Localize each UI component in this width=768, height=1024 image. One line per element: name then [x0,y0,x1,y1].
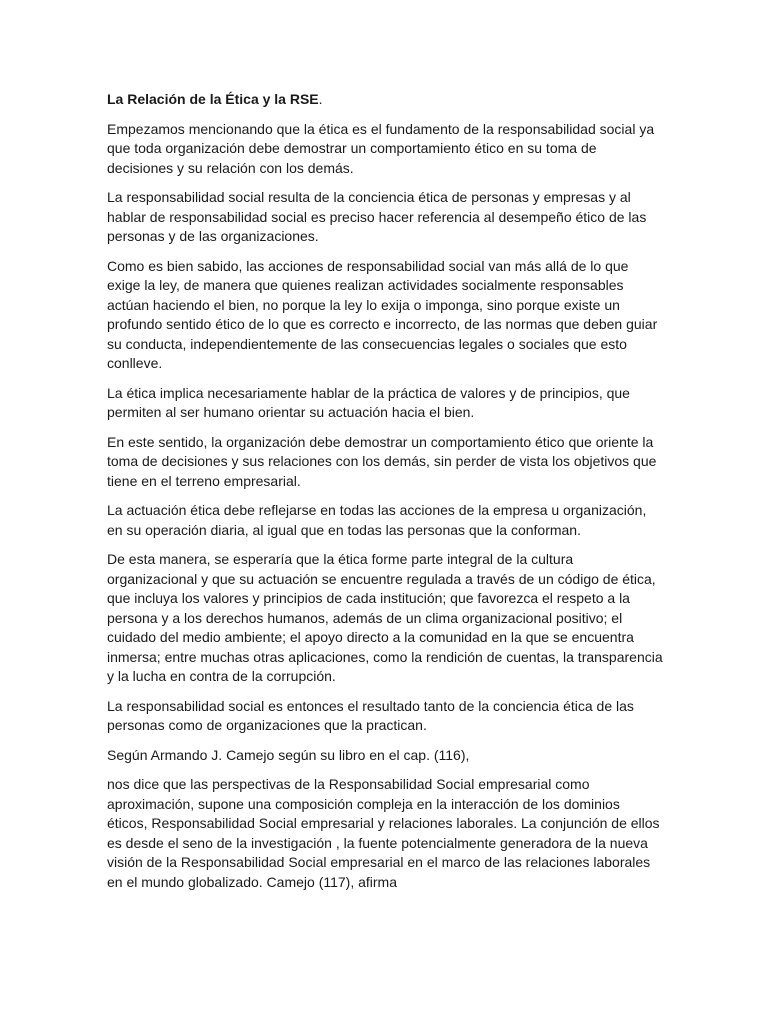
paragraph-1: Empezamos mencionando que la ética es el fundamento de la responsabilidad social ya que toda organización debe demostrar un comportamiento ético en su toma de decisiones y su relación con los demás. [107,120,655,176]
paragraph-5: En este sentido, la organización debe demostrar un comportamiento ético que oriente la toma de decisiones y sus relaciones con los demás, sin perder de vista los objetivos que tiene en el terreno empresarial. [107,433,657,489]
paragraph-6: La actuación ética debe reflejarse en todas las acciones de la empresa u organización, en su operación diaria, al igual que en todas las personas que la conforman. [107,502,647,538]
paragraph-10: nos dice que las perspectivas de la Responsabilidad Social empresarial como aproximación, supone una composición compleja en la interacción de los dominios éticos, Responsabilidad Social empresarial y relaciones laborales. La conjunción de ellos es desde el seno de la investigación , la fuente potencialmente generadora de la nueva visión de la Responsabilidad Social empresarial en el marco de las relaciones laborales en el mundo globalizado. Camejo (117), afirma [107,776,660,890]
document-page [107,90,663,902]
paragraph-8: La responsabilidad social es entonces el resultado tanto de la conciencia ética de las personas como de organizaciones que la practican. [107,697,634,733]
document-title-suffix: . [318,91,323,107]
paragraph-3: Como es bien sabido, las acciones de responsabilidad social van más allá de lo que exige la ley, de manera que quienes realizan actividades socialmente responsables actúan haciendo el bien, no porque la ley lo exija o imponga, sino porque existe un profundo sentido ético de lo que es correcto e incorrecto, de las normas que deben guiar su conducta, independientemente de las consecuencias legales o sociales que esto conlleve. [107,257,658,371]
paragraph-9: Según Armando J. Camejo según su libro en el cap. (116), [107,746,470,763]
paragraph-7: De esta manera, se esperaría que la ética forme parte integral de la cultura organizacional y que su actuación se encuentre regulada a través de un código de ética, que incluya los valores y principios de cada institución; que favorezca el respeto a la persona y a los derechos humanos, además de un clima organizacional positivo; el cuidado del medio ambiente; el apoyo directo a la comunidad en la que se encuentra inmersa; entre muchas otras aplicaciones, como la rendición de cuentas, la transparencia y la lucha en contra de la corrupción. [107,551,663,684]
paragraph-4: La ética implica necesariamente hablar de la práctica de valores y de principios, que permiten al ser humano orientar su actuación hacia el bien. [107,384,630,420]
paragraph-2: La responsabilidad social resulta de la conciencia ética de personas y empresas y al hablar de responsabilidad social es preciso hacer referencia al desempeño ético de las personas y de las organizaciones. [107,189,647,244]
document-title-text: La Relación de la Ética y la RSE [107,91,319,107]
document-title [107,90,663,110]
